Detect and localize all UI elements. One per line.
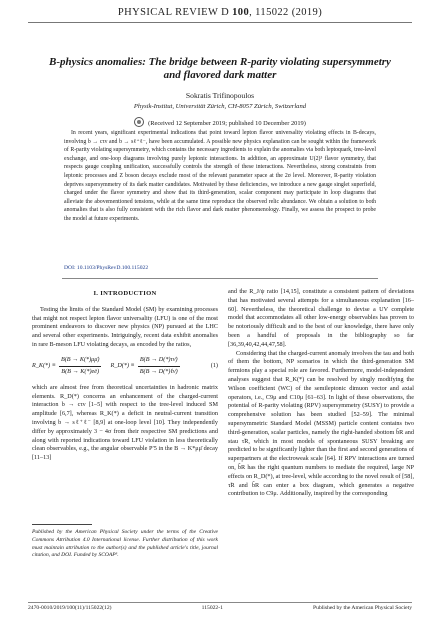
author-name[interactable]: Sokratis Trifinopoulos [185,91,255,100]
intro-paragraph-1: Testing the limits of the Standard Model (SM) by examining processes that might not respect lepton flavor universality (LFU) is one of the most prominent endeavors to discover new physics (NP) pursued at the LHC and several other experiments. Intriguingly, recent data exhibit anomalies in rare B-meson LFU violating decays, as encoded by the ratios, [32,305,218,348]
eq-fraction-rk [59,356,102,377]
doi-link[interactable]: DOI: 10.1103/PhysRevD.100.115022 [64,265,149,271]
eq-numerator-rd: B(B → D(*)τν̄) [138,356,180,367]
intro-paragraph-3: and the R_J/ψ ratio [14,15], constitute a consistent pattern of deviations that has motivated several attempts for a simultaneous explanation [16–60]. Nevertheless, the theoretical challenge to devise a UV complete model that accommodates all other low-energy observables has proven to be notoriously difficult and to the best of our knowledge, there have only been a handful of proposals in the bibliography so far [36,39,40,42,44,47,58]. [228,288,414,348]
abstract-divider [62,278,378,279]
article-title: B-physics anomalies: The bridge between R-parity violating supersymmetry and flavored dark matter [49,56,391,81]
section-heading: I. INTRODUCTION [93,290,157,297]
footer-page-number: 115022-1 [201,605,223,611]
footer-rule [28,602,412,603]
equation-number: (1) [210,362,218,370]
eq-denominator-rd: B(B → D(*)ℓν̄) [139,368,178,376]
journal-header: PHYSICAL REVIEW D 100, 115022 (2019) [117,7,323,18]
intro-paragraph-4: Considering that the charged-current anomaly involves the tau and both of them the bottom, NP scenarios in which the third-generation SM fermions play a special role are favored. Furthermore, model-independent analyses suggest that R_K(*) can be resolved by singly modifying the Wilson coefficient (WC) of the semileptonic dimuon vector and axial operators, i.e., C9μ and C10μ [61–63]. In light of these observations, the potential of R-parity violating (RPV) supersymmetry (SUSY) to provide a comprehensive solution has been studied [52–59]. The minimal supersymmetric Standard Model (MSSM) particle content contains two third-generation, scalar particles, namely the right-handed sbottom b̃R and stau τ̃R, which in most models of spontaneous SUSY breaking are predicted to be significantly lighter than the first and second generations of superpartners at the electroweak scale [64]. If RPV interactions are turned on, b̃R has the right quantum numbers to mediate the required, large NP effects on R_D(*), at tree-level, while according to the novel result of [58], τ̃R and b̃R can enter a box diagram, which generates a negative contribution to C9μ. Additionally, inspired by the corresponding [228,349,414,498]
abstract: In recent years, significant experimental indications that point toward lepton flavor universality violating effects in B-decays, involving b → cτν and b → sℓ⁺ℓ⁻, have been accumulated. A possible new physics explanation can be sought within the framework of R-parity violating supersymmetry, which contains the necessary ingredients to explain the anomalies via both leptoquark, tree-level exchange, and one-loop diagrams involving purely leptonic interactions. In addition, an approximate U(2)³ flavor symmetry, that respects gauge coupling unification, successfully controls the strength of these interactions. Nevertheless, strong constraints from leptonic processes and Z boson decays exclude most of the relevant parameter space at the 2σ level. Moreover, R-parity violation deprives supersymmetry of its dark matter candidates. Motivated by these deficiencies, we introduce a new gauge singlet superfield, charged under the flavor symmetry and show that its third-generation, scalar component may participate in loop diagrams that alleviate the abovementioned tensions, while at the same time reproduce the observed relic abundance. We obtain a solution to both anomalies that is also fully consistent with the rich flavor and dark matter phenomenology. Finally, we assess the prospect to probe the model at future experiments. [64,130,376,222]
journal-volume: 100 [232,7,250,18]
crossmark-icon[interactable] [134,117,144,127]
received-text: (Received 12 September 2019; published 10 December 2019) [148,120,306,127]
equation-1 [32,354,218,380]
header-rule [28,22,412,23]
eq-numerator-rk: B(B → K(*)μμ̄) [59,356,102,367]
license-footnote: Published by the American Physical Society under the terms of the Creative Commons Attribution 4.0 International license. Further distribution of this work must maintain attribution to the author(s) and the published article's title, journal citation, and DOI. Funded by SCOAP³. [32,529,218,559]
eq-fraction-rd [138,356,180,377]
page-footer [28,605,412,611]
right-column [228,288,414,499]
article-number: 115022 (2019) [255,7,323,18]
journal-name: PHYSICAL REVIEW D [117,7,230,18]
footnote-rule [32,524,92,525]
footer-publisher: Published by the American Physical Society [313,605,412,611]
left-column [32,288,218,463]
eq-denominator-rk: B(B → K(*)eē) [61,368,100,376]
author-affiliation: Physik-Institut, Universität Zürich, CH-8057 Zürich, Switzerland [133,103,307,110]
intro-paragraph-2: which are almost free from theoretical uncertainties in hadronic matrix elements. R_D(*) concerns an enhancement of the charged-current interaction b → cτν [1–5] with respect to the tree-level induced SM amplitude [6,7], whereas R_K(*) a deficit in neutral-current transition involving b → sℓ⁺ℓ⁻ [8,9] at one-loop level [10]. They independently differ by approximately 3 − 4σ from their respective SM predictions and along with reported indications toward LFU violation in less theoretically clean observables, e.g., the angular observable P′5 in the B → K*μμ̄ decay [11–13] [32,383,218,462]
doi [64,265,148,271]
footer-issn: 2470-0010/2019/100(11)/115022(12) [28,605,112,611]
eq-lhs-rk: R_K(*) ≡ [32,362,56,370]
received-dates [0,117,440,127]
eq-lhs-rd: R_D(*) ≡ [110,362,135,370]
